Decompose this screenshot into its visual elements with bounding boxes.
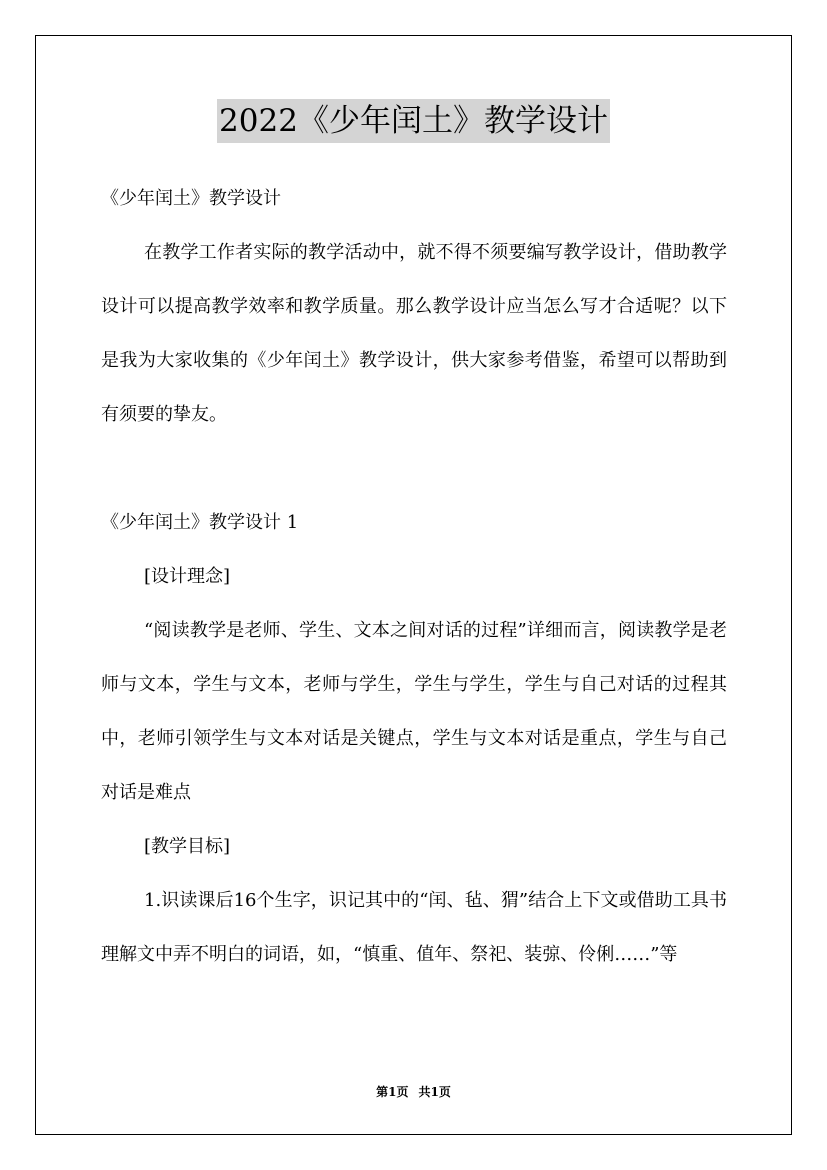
subtitle: 《少年闰土》教学设计: [101, 188, 281, 209]
design-concept-label: [设计理念]: [144, 566, 231, 587]
section-heading: 《少年闰土》教学设计 1: [101, 512, 299, 533]
page-number-total: 共1页: [418, 1085, 451, 1099]
document-body: [101, 172, 727, 982]
document-title: 2022《少年闰土》教学设计: [217, 99, 610, 143]
design-concept-paragraph: “阅读教学是老师、学生、文本之间对话的过程”详细而言，阅读教学是老师与文本，学生与文本，老师与学生，学生与学生，学生与自己对话的过程其中，老师引领学生与文本对话是关键点，学生与文本对话是重点，学生与自己对话是难点: [101, 620, 727, 803]
title-area: [0, 99, 827, 143]
blank-line: [101, 442, 727, 496]
teaching-goals-label: [教学目标]: [144, 836, 231, 857]
page-footer: [0, 1083, 827, 1101]
page-number-current: 第1页: [376, 1085, 409, 1099]
goal-item-1: 1.识读课后16个生字，识记其中的“闰、毡、猬”结合上下文或借助工具书理解文中弄不明白的词语，如，“慎重、值年、祭祀、装弶、伶俐……”等: [101, 890, 727, 965]
intro-paragraph: 在教学工作者实际的教学活动中，就不得不须要编写教学设计，借助教学设计可以提高教学效率和教学质量。那么教学设计应当怎么写才合适呢？以下是我为大家收集的《少年闰土》教学设计，供大家参考借鉴，希望可以帮助到有须要的挚友。: [101, 242, 727, 425]
